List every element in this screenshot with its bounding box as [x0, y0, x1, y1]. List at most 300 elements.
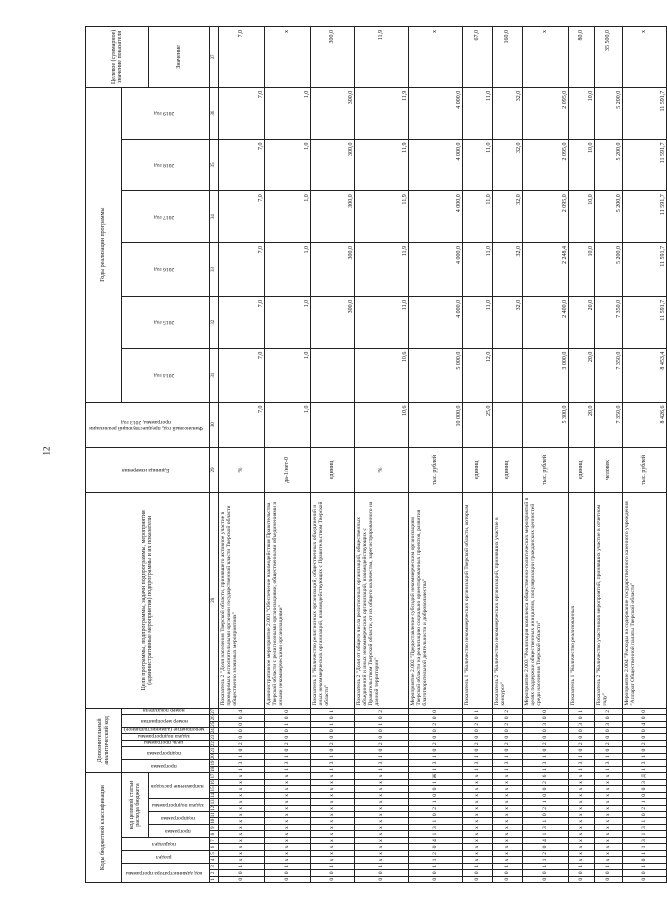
header-y2018: 2018 год — [153, 161, 175, 168]
row-year-value: 4 000,0 — [408, 296, 462, 348]
row-year-value — [492, 348, 522, 402]
code-cell: 0 — [622, 792, 666, 798]
code-cell: х — [264, 786, 310, 792]
code-cell: х — [354, 844, 408, 850]
code-cell: 2 — [264, 740, 310, 746]
column-index-cell: 35 — [209, 139, 218, 191]
code-cell: 1 — [622, 818, 666, 824]
code-cell: х — [218, 818, 264, 824]
code-cell: 0 — [568, 870, 594, 876]
code-cell: 2 — [522, 740, 568, 746]
code-cell: 0 — [408, 812, 462, 818]
row-name: Показатель 2 "Доля от общего числа религиозных организаций, общественных объединений и иных некоммерческих организаций, взаимодействующих с Правительством Тверской области, от их общего количества, зарегистрированного на данной территории" — [354, 493, 408, 709]
header-y2016: 2016 год — [153, 266, 175, 273]
code-cell: х — [568, 805, 594, 811]
code-cell: х — [568, 779, 594, 785]
code-cell: 0 — [568, 734, 594, 740]
code-cell: 3 — [522, 824, 568, 830]
code-cell: х — [568, 837, 594, 843]
code-cell: х — [568, 850, 594, 856]
code-cell: х — [492, 831, 522, 837]
code-cell: 0 — [354, 870, 408, 876]
header-value: Значение — [149, 27, 209, 88]
row-year-value: 2 095,0 — [522, 139, 568, 191]
code-cell: х — [492, 773, 522, 780]
code-cell: 0 — [622, 728, 666, 734]
header-base-year: Финансовый год, предшествующий реализации программы, 2013 год — [89, 418, 203, 431]
header-a-subprogram: подпрограмма — [146, 750, 182, 757]
code-cell: х — [594, 824, 622, 830]
code-cell: 1 — [310, 708, 354, 715]
code-cell: х — [354, 824, 408, 830]
row-year-value: 7 350,0 — [594, 296, 622, 348]
code-cell: х — [264, 831, 310, 837]
header-task: задача подпрограммы — [151, 802, 204, 809]
row-target-value: 11,9 — [354, 27, 408, 88]
header-codes: Коды бюджетной классификации — [86, 773, 122, 883]
row-name: Показатель 2 "Количество участников мероприятий, принявших участие в отчетном году" — [594, 493, 622, 709]
row-year-value: 2 095,0 — [522, 87, 568, 139]
row-year-value: 11,0 — [354, 296, 408, 348]
code-cell: 0 — [594, 715, 622, 721]
column-index-cell: 8 — [209, 831, 218, 837]
row-unit: единиц — [492, 447, 522, 492]
code-cell: х — [218, 786, 264, 792]
code-cell: 0 — [492, 715, 522, 721]
code-cell: 2 — [408, 740, 462, 746]
code-cell: х — [218, 850, 264, 856]
row-year-value: 11 591,7 — [622, 139, 666, 191]
row-name: Мероприятие 2.003 "Реализация комплекса общественно-политических мероприятий в целях поддержки общественных инициатив, популяризации гражданских ценностей среди населения Тверской области" — [522, 493, 568, 709]
code-cell: 1 — [522, 753, 568, 759]
column-index-cell: 30 — [209, 402, 218, 447]
code-cell: 0 — [310, 876, 354, 882]
code-cell: х — [264, 812, 310, 818]
code-cell: 0 — [462, 876, 492, 882]
column-index-cell: 18 — [211, 767, 217, 772]
row-year-value: 5 200,0 — [594, 243, 622, 297]
code-cell: 1 — [408, 766, 462, 772]
code-cell: х — [568, 818, 594, 824]
column-index-cell: 13 — [211, 799, 217, 805]
header-a-task: задача подпрограммы — [138, 732, 190, 739]
code-cell: х — [310, 805, 354, 811]
header-section: раздел — [156, 853, 172, 860]
row-year-value: 5 200,0 — [594, 87, 622, 139]
row-year-value: 2 248,4 — [522, 243, 568, 297]
column-index-cell: 29 — [209, 447, 218, 492]
code-cell: 1 — [354, 766, 408, 772]
code-cell: 1 — [594, 753, 622, 759]
code-cell: 1 — [492, 863, 522, 869]
code-cell: х — [264, 805, 310, 811]
code-cell: х — [264, 857, 310, 863]
code-cell: 1 — [522, 857, 568, 863]
code-cell: 1 — [264, 863, 310, 869]
code-cell: х — [310, 812, 354, 818]
code-cell: 0 — [462, 728, 492, 734]
code-cell: 1 — [462, 708, 492, 715]
column-index-cell: 27 — [211, 708, 217, 714]
row-base-value: 7,0 — [218, 402, 264, 447]
column-index-cell: 25 — [211, 721, 217, 727]
code-cell: х — [310, 799, 354, 805]
code-cell: 0 — [218, 734, 264, 740]
code-cell: 0 — [522, 844, 568, 850]
row-year-value: 1,0 — [264, 348, 310, 402]
code-cell: 1 — [354, 863, 408, 869]
column-index-cell: 17 — [211, 773, 217, 779]
code-cell: х — [568, 792, 594, 798]
row-name: Показатель 2 "Количество некоммерческих организаций, принявших участие в конкурсе" — [492, 493, 522, 709]
code-cell: 1 — [568, 708, 594, 715]
code-cell: 0 — [354, 734, 408, 740]
code-cell: х — [218, 837, 264, 843]
row-year-value: 11,9 — [354, 243, 408, 297]
code-cell: 2 — [408, 805, 462, 811]
code-cell: х — [462, 779, 492, 785]
code-cell: х — [594, 818, 622, 824]
row-year-value: 11 591,7 — [622, 87, 666, 139]
row-year-value: 5 200,0 — [594, 139, 622, 191]
page-number: 12 — [41, 446, 52, 456]
code-cell: 0 — [522, 876, 568, 882]
header-subsection: подраздел — [152, 840, 176, 847]
program-table — [85, 26, 667, 883]
header-y2015: 2015 год — [153, 319, 175, 326]
code-cell: х — [594, 805, 622, 811]
table-row — [354, 27, 408, 883]
column-index-cell: 15 — [211, 786, 217, 792]
code-cell: х — [594, 857, 622, 863]
code-cell: 1 — [408, 799, 462, 805]
code-cell: 0 — [522, 728, 568, 734]
row-year-value: 8 453,4 — [622, 348, 666, 402]
code-cell: 2 — [522, 779, 568, 785]
row-year-value: 11 591,7 — [622, 296, 666, 348]
header-subprogram: подпрограмма — [160, 814, 195, 821]
code-cell: х — [354, 831, 408, 837]
header-a-indicator-no: номер показателя — [143, 707, 185, 714]
row-year-value: 5 000,0 — [408, 348, 462, 402]
row-year-value: 11,0 — [462, 139, 492, 191]
code-cell: 1 — [622, 831, 666, 837]
column-index-cell: 5 — [209, 850, 218, 856]
code-cell: х — [310, 792, 354, 798]
row-name: Административное мероприятие 2.001 "Обеспечение взаимодействия Правительства Тверской области с религиозными организациями, общественными объединениями и иными некоммерческими организациями" — [264, 493, 310, 709]
row-name: Показатель 1 "Количество некоммерческих организаций Тверской области, которым — [462, 493, 492, 709]
table-row — [522, 27, 568, 883]
code-cell: 0 — [218, 747, 264, 753]
code-cell: 0 — [264, 728, 310, 734]
code-cell: 3 — [622, 760, 666, 766]
table-row — [622, 27, 666, 883]
code-cell: х — [462, 837, 492, 843]
row-name: Показатель 2 "Доля населения Тверской области, принявшего активное участие в проводимых исполнительными органами государственной власти Тверской области общественно значимых мероприятиях" — [218, 493, 264, 709]
code-cell: 3 — [354, 760, 408, 766]
row-year-value: 11,9 — [354, 139, 408, 191]
code-cell: 0 — [594, 876, 622, 882]
code-cell: х — [492, 786, 522, 792]
code-cell: 0 — [264, 876, 310, 882]
code-cell: 0 — [522, 734, 568, 740]
code-cell: 1 — [408, 831, 462, 837]
header-a-goal: цель программы — [144, 739, 184, 746]
code-cell: 0 — [622, 708, 666, 715]
code-cell: х — [492, 844, 522, 850]
code-cell: Д — [622, 773, 666, 780]
table-row — [462, 27, 492, 883]
code-cell: х — [462, 844, 492, 850]
code-cell: 0 — [622, 870, 666, 876]
row-year-value: 10,0 — [568, 87, 594, 139]
row-year-value: 300,0 — [310, 243, 354, 297]
row-year-value: 10,0 — [568, 139, 594, 191]
row-year-value: 7,0 — [218, 191, 264, 243]
row-unit: % — [218, 447, 264, 492]
code-cell: 0 — [568, 747, 594, 753]
row-year-value: 1,0 — [264, 191, 310, 243]
code-cell: х — [218, 824, 264, 830]
code-cell: 0 — [218, 876, 264, 882]
code-cell: х — [462, 850, 492, 856]
row-year-value: 20,0 — [568, 296, 594, 348]
code-cell: 1 — [218, 753, 264, 759]
row-year-value: 32,0 — [492, 87, 522, 139]
code-cell: х — [568, 786, 594, 792]
header-unit: Единица измерения — [122, 466, 170, 473]
row-year-value: 7,0 — [218, 348, 264, 402]
code-cell: 1 — [622, 844, 666, 850]
row-year-value: 7,0 — [218, 243, 264, 297]
code-cell: х — [594, 850, 622, 856]
row-year-value: 300,0 — [310, 87, 354, 139]
code-cell: х — [354, 850, 408, 856]
header-direction: направление расходов — [151, 782, 204, 789]
column-index-cell: 2 — [209, 870, 218, 876]
code-cell: 2 — [218, 740, 264, 746]
code-cell: 2 — [522, 850, 568, 856]
code-cell: х — [492, 792, 522, 798]
code-cell: 1 — [462, 766, 492, 772]
code-cell: 2 — [622, 805, 666, 811]
code-cell: х — [310, 773, 354, 780]
code-cell: х — [264, 850, 310, 856]
row-year-value: 10,6 — [354, 348, 408, 402]
code-cell: 0 — [310, 734, 354, 740]
code-cell: 0 — [408, 708, 462, 715]
code-cell: х — [310, 831, 354, 837]
code-cell: х — [594, 779, 622, 785]
code-cell: 4 — [408, 837, 462, 843]
row-year-value: 11,9 — [354, 87, 408, 139]
column-index-row — [209, 27, 218, 883]
code-cell: 0 — [408, 844, 462, 850]
row-year-value: 2 095,0 — [522, 191, 568, 243]
code-cell: 0 — [594, 747, 622, 753]
column-index-cell: 7 — [209, 837, 218, 843]
code-cell: х — [218, 857, 264, 863]
code-cell: 0 — [408, 734, 462, 740]
row-year-value: 11 591,7 — [622, 243, 666, 297]
column-index-cell: 22 — [211, 741, 217, 747]
row-year-value: 7 350,0 — [594, 348, 622, 402]
code-cell: х — [218, 799, 264, 805]
code-cell: 0 — [492, 728, 522, 734]
code-cell: 0 — [594, 870, 622, 876]
column-index-cell: 34 — [209, 191, 218, 243]
code-cell: 0 — [622, 876, 666, 882]
row-unit: человек — [594, 447, 622, 492]
code-cell: 1 — [310, 863, 354, 869]
code-cell: х — [354, 792, 408, 798]
code-cell: 0 — [408, 792, 462, 798]
column-index-cell: 16 — [211, 780, 217, 785]
code-cell: 1 — [408, 753, 462, 759]
code-cell: х — [218, 792, 264, 798]
code-cell: х — [568, 799, 594, 805]
code-cell: 1 — [408, 863, 462, 869]
code-cell: 0 — [310, 715, 354, 721]
code-cell: х — [264, 837, 310, 843]
code-cell: 3 — [568, 721, 594, 727]
row-base-value: 5 300,0 — [522, 402, 568, 447]
code-cell: х — [594, 799, 622, 805]
code-cell: 0 — [568, 715, 594, 721]
column-index-cell: 6 — [209, 844, 218, 850]
row-year-value: 7,0 — [218, 296, 264, 348]
code-cell: 0 — [264, 708, 310, 715]
header-y2014: 2014 год — [153, 372, 175, 379]
code-cell: 1 — [492, 766, 522, 772]
code-cell: 0 — [462, 870, 492, 876]
code-cell: 1 — [462, 863, 492, 869]
row-unit: % — [354, 447, 408, 492]
code-cell: 0 — [462, 747, 492, 753]
row-year-value: 4 000,0 — [408, 243, 462, 297]
code-cell: 0 — [408, 876, 462, 882]
code-cell: х — [568, 857, 594, 863]
row-base-value: 10,6 — [354, 402, 408, 447]
code-cell: х — [264, 818, 310, 824]
code-cell: 0 — [218, 728, 264, 734]
code-cell: 3 — [568, 760, 594, 766]
code-cell: 1 — [622, 863, 666, 869]
code-cell: х — [218, 831, 264, 837]
row-base-value: 1,0 — [264, 402, 310, 447]
column-index-cell: 33 — [209, 243, 218, 297]
code-cell: 1 — [594, 863, 622, 869]
row-target-value: 67,0 — [462, 27, 492, 88]
code-cell: х — [594, 773, 622, 780]
code-cell: 3 — [218, 760, 264, 766]
column-index-cell: 31 — [209, 348, 218, 402]
code-cell: х — [568, 773, 594, 780]
code-cell: х — [462, 805, 492, 811]
code-cell: х — [462, 792, 492, 798]
code-cell: 3 — [594, 721, 622, 727]
code-cell: 2 — [408, 850, 462, 856]
code-cell: 1 — [264, 766, 310, 772]
table-row — [264, 27, 310, 883]
code-cell: 1 — [310, 766, 354, 772]
column-index-cell: 24 — [211, 728, 217, 734]
code-cell: 0 — [408, 747, 462, 753]
code-cell: 0 — [408, 728, 462, 734]
column-index-cell: 28 — [209, 493, 218, 709]
code-cell: 1 — [354, 753, 408, 759]
row-year-value: 12,0 — [462, 348, 492, 402]
code-cell: 0 — [622, 812, 666, 818]
code-cell: 0 — [408, 715, 462, 721]
code-cell: 3 — [622, 824, 666, 830]
code-cell: 2 — [462, 740, 492, 746]
column-index-cell: 21 — [211, 747, 217, 753]
code-cell: 1 — [310, 721, 354, 727]
code-cell: 2 — [622, 740, 666, 746]
code-cell: 1 — [408, 857, 462, 863]
row-unit: единиц — [310, 447, 354, 492]
row-year-value: 10,0 — [568, 191, 594, 243]
code-cell: х — [462, 812, 492, 818]
code-cell: х — [354, 779, 408, 785]
header-y2017: 2017 год — [153, 213, 175, 220]
header-a-event: мероприятие (административное) — [123, 726, 205, 733]
code-cell: 3 — [594, 760, 622, 766]
code-cell: 1 — [522, 831, 568, 837]
code-cell: 2 — [594, 708, 622, 715]
header-years: Годы реализации программы — [86, 87, 122, 402]
row-year-value: 11,0 — [462, 243, 492, 297]
table-row — [310, 27, 354, 883]
header-target: Целевое (суммарное) значение показателя — [86, 27, 149, 88]
code-cell: х — [594, 844, 622, 850]
code-cell: 1 — [522, 818, 568, 824]
row-year-value: 11,0 — [462, 296, 492, 348]
row-year-value: 1,0 — [264, 87, 310, 139]
row-year-value: 1,0 — [264, 139, 310, 191]
code-cell: х — [264, 773, 310, 780]
row-year-value: 10,0 — [568, 243, 594, 297]
column-index-cell: 11 — [211, 812, 217, 818]
row-target-value: 35 500,0 — [594, 27, 622, 88]
code-cell: 1 — [408, 779, 462, 785]
code-cell: х — [354, 837, 408, 843]
row-name: Показатель 1 "Количество религиозных организаций, общественных объединений и иных некоммерческих организаций, взаимодействующих с Правительством Тверской области" — [310, 493, 354, 709]
row-year-value: 300,0 — [310, 191, 354, 243]
code-cell: х — [568, 844, 594, 850]
code-cell: 0 — [310, 747, 354, 753]
row-unit: да-1/нет-0 — [264, 447, 310, 492]
code-cell: 0 — [522, 715, 568, 721]
code-cell: х — [354, 812, 408, 818]
row-year-value: 4 000,0 — [408, 87, 462, 139]
code-cell: х — [462, 786, 492, 792]
row-year-value: 11,0 — [462, 87, 492, 139]
code-cell: х — [594, 792, 622, 798]
code-cell: х — [594, 831, 622, 837]
code-cell: 0 — [264, 870, 310, 876]
code-cell: 2 — [462, 721, 492, 727]
code-cell: 1 — [568, 753, 594, 759]
header-additional-code: Дополнительный аналитический код — [86, 708, 122, 773]
header-name: Цели программы, подпрограммы, задачи подпрограммы, мероприятия (административные мероприятия) подпрограммы и их показатели — [86, 493, 210, 709]
code-cell: 0 — [310, 870, 354, 876]
code-cell: 0 — [568, 876, 594, 882]
code-cell: 0 — [264, 715, 310, 721]
table-row — [568, 27, 594, 883]
code-cell: 0 — [492, 876, 522, 882]
